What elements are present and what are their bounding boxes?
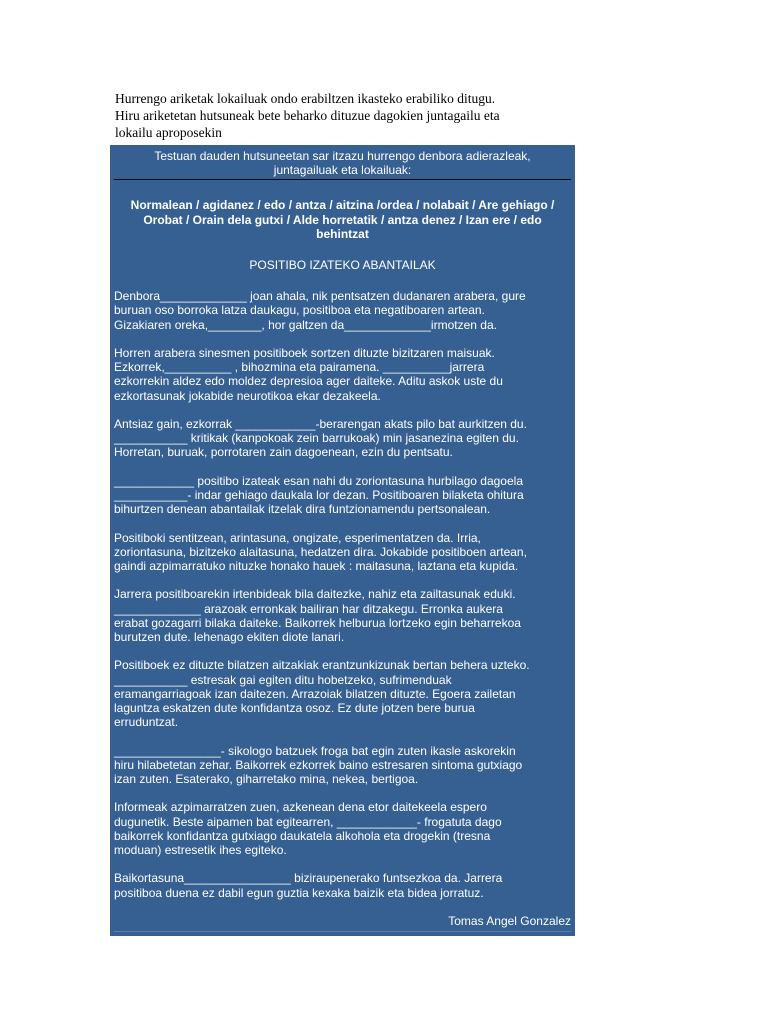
- paragraph-line: Jarrera positiboarekin irtenbideak bila daitezke, nahiz eta zailtasunak eduki.: [114, 587, 516, 602]
- paragraph-line: dugunetik. Beste aipamen bat egitearren, ____________- frogatuta dago: [114, 814, 502, 829]
- paragraph-line: burutzen dute. lehenago ekiten diote lanari.: [114, 630, 345, 645]
- paragraph-line: ___________ kritikak (kanpokoak zein barrukoak) min jasanezina egiten du.: [114, 431, 519, 446]
- paragraph-line: eramangarriagoak izan daitezen. Arrazoiak bilatzen dituzte. Egoera zailetan: [114, 686, 516, 701]
- author-name: Tomas Angel Gonzalez: [448, 914, 571, 928]
- paragraph-line: izan zuten. Esaterako, giharretako mina, nekea, bertigoa.: [114, 772, 419, 787]
- intro-text: [115, 90, 575, 141]
- paragraph-line: buruan oso borroka latza daukagu, positiboa eta negatiboaren artean.: [114, 303, 485, 318]
- word-bank-line: Orobat / Orain dela gutxi / Alde horretatik / antza denez / Izan ere / edo: [143, 212, 542, 227]
- paragraph-line: ____________ positibo izateak esan nahi du zoriontasuna hurbilago dagoela: [114, 473, 523, 488]
- paragraph-line: Denbora_____________ joan ahala, nik pentsatzen dudanaren arabera, gure: [114, 289, 526, 304]
- article-paragraph: [114, 800, 571, 857]
- paragraph-line: ezkorrekin aldez edo moldez depresioa ager daiteke. Aditu askok uste du: [114, 374, 503, 389]
- paragraph-line: Positiboek ez dituzte bilatzen aitzakiak erantzunkizunak bertan behera uzteko.: [114, 658, 530, 673]
- header-divider: [114, 179, 571, 180]
- paragraph-line: Antsiaz gain, ezkorrak ____________-berarengan akats pilo bat aurkitzen du.: [114, 417, 527, 432]
- word-bank: [110, 198, 575, 241]
- exercise-instructions: [110, 145, 575, 177]
- paragraph-line: ___________- indar gehiago daukala lor dezan. Positiboaren bilaketa ohitura: [114, 488, 524, 503]
- paragraph-line: moduan) estresetik ihes egiteko.: [114, 843, 287, 858]
- paragraph-line: positiboa duena ez dabil egun guztia kexaka baizik eta bidea jorratuz.: [114, 885, 484, 900]
- paragraph-line: gaindi azpimarratuko nituzke honako hauek : maitasuna, laztana eta kupida.: [114, 559, 519, 574]
- article-paragraph: [114, 531, 571, 574]
- paragraph-line: Ezkorrek,__________ , bihozmina eta pairamena. __________jarrera: [114, 360, 485, 375]
- word-bank-line: Normalean / agidanez / edo / antza / aitzina /ordea / nolabait / Are gehiago /: [130, 198, 555, 213]
- paragraph-line: ___________ estresak gai egiten ditu hobetzeko, sufrimenduak: [114, 672, 452, 687]
- article-paragraph: [114, 474, 571, 517]
- article-paragraph: [114, 587, 571, 644]
- paragraph-line: Gizakiaren oreka,________, hor galtzen da_____________irmotzen da.: [114, 317, 497, 332]
- intro-line: Hiru ariketetan hutsuneak bete beharko dituzue dagokien juntagailu eta: [115, 108, 500, 123]
- paragraph-line: Positiboki sentitzean, arintasuna, ongizate, esperimentatzen da. Irria,: [114, 530, 481, 545]
- paragraph-line: ezkortasunak jokabide neurotikoa ekar dezakeela.: [114, 388, 381, 403]
- paragraph-line: ________________- sikologo batzuek froga bat egin zuten ikasle askorekin: [114, 743, 516, 758]
- paragraph-line: Informeak azpimarratzen zuen, azkenean dena etor daitekeela espero: [114, 800, 487, 815]
- paragraph-line: bihurtzen denean abantailak itzelak dira funtzionamendu pertsonalean.: [114, 502, 491, 517]
- instruction-line: juntagailuak eta lokailuak:: [273, 163, 412, 178]
- article-paragraph: [114, 658, 571, 729]
- paragraph-line: erabat gozagarri bilaka daiteke. Baikorrek helburua lortzeko egin beharrekoa: [114, 615, 521, 630]
- paragraph-line: laguntza eskatzen dute konfidantza osoz. Ez dute jotzen bere burua: [114, 701, 475, 716]
- intro-line: lokailu aproposekin: [115, 125, 222, 140]
- article-paragraph: [114, 744, 571, 787]
- instruction-line: Testuan dauden hutsuneetan sar itzazu hurrengo denbora adierazleak,: [154, 149, 531, 163]
- paragraph-line: erruduntzat.: [114, 715, 179, 730]
- article-title: POSITIBO IZATEKO ABANTAILAK: [249, 258, 436, 273]
- paragraph-line: zoriontasuna, bizitzeko alaitasuna, hedatzen dira. Jokabide positiboen artean,: [114, 544, 527, 559]
- article-paragraph: [114, 289, 571, 332]
- article-body: [110, 289, 575, 900]
- intro-line: Hurrengo ariketak lokailuak ondo erabiltzen ikasteko erabiliko ditugu.: [115, 91, 496, 106]
- paragraph-line: _____________ arazoak erronkak bailiran har ditzakegu. Erronka aukera: [114, 601, 503, 616]
- paragraph-line: Horretan, buruak, porrotaren zain dagoenean, ezin du pentsatu.: [114, 445, 453, 460]
- word-bank-line: behintzat: [316, 226, 369, 241]
- article-paragraph: [114, 346, 571, 403]
- exercise-box: [110, 145, 575, 936]
- article-paragraph: [114, 871, 571, 899]
- paragraph-line: baikorrek konfidantza gutxiago daukatela alkohola eta drogekin (tresna: [114, 828, 491, 843]
- article-paragraph: [114, 417, 571, 460]
- paragraph-line: hiru hilabetetan zehar. Baikorrek ezkorrek baino estresaren sintoma gutxiago: [114, 757, 523, 772]
- paragraph-line: Baikortasuna________________ biziraupenerako funtsezkoa da. Jarrera: [114, 871, 503, 886]
- bottom-divider: [114, 931, 571, 932]
- paragraph-line: Horren arabera sinesmen positiboek sortzen dituzte bizitzaren maisuak.: [114, 346, 495, 361]
